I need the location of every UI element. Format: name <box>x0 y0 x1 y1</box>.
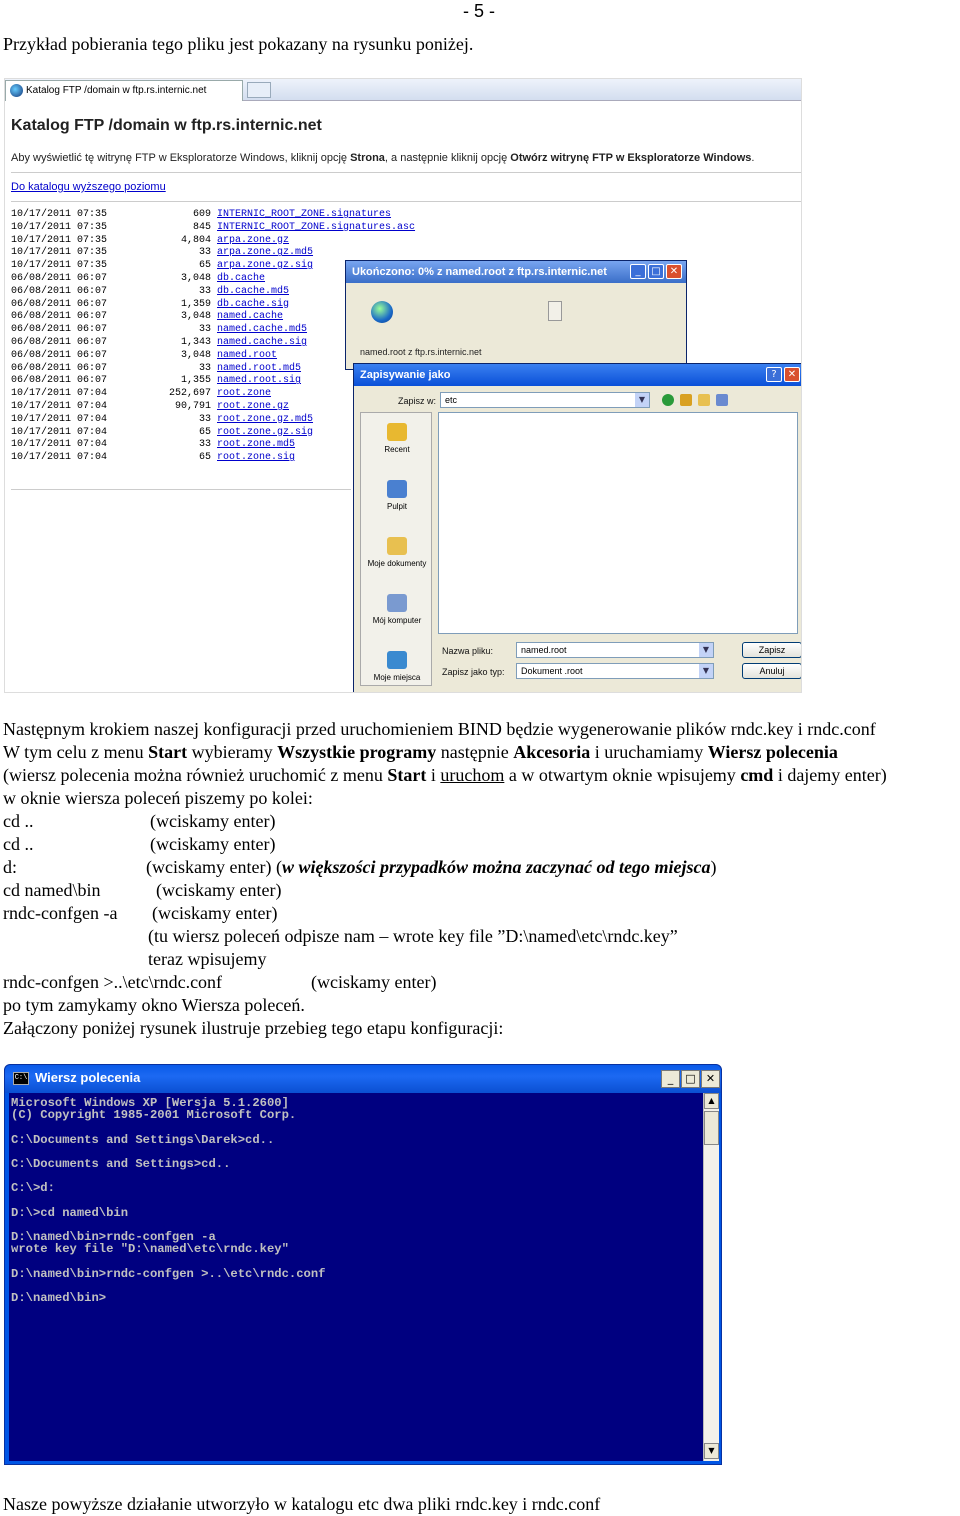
command-rndc-a: rndc-confgen -a <box>3 903 118 923</box>
console-line <box>11 1255 326 1267</box>
file-link[interactable]: named.root.md5 <box>217 362 302 374</box>
minimize-button[interactable]: _ <box>630 264 646 279</box>
console-line: D:\>cd named\bin <box>11 1205 129 1220</box>
file-size: 33 <box>198 362 211 374</box>
filename-value: named.root <box>521 645 567 655</box>
file-date: 06/08/2011 06:07 <box>11 285 108 297</box>
file-size: 252,697 <box>168 388 211 400</box>
text: i <box>426 765 441 785</box>
place-label: Moje miejsca <box>373 673 421 682</box>
parent-directory-link[interactable]: Do katalogu wyższego poziomu <box>11 181 166 193</box>
file-link[interactable]: named.root <box>217 349 278 361</box>
file-size: 33 <box>198 413 211 425</box>
file-date: 06/08/2011 06:07 <box>11 298 108 310</box>
filetype-label: Zapisz jako typ: <box>442 667 505 677</box>
place-item[interactable] <box>361 592 433 648</box>
file-link[interactable]: INTERNIC_ROOT_ZONE.signatures <box>217 209 392 220</box>
text: i dajemy enter) <box>773 765 887 785</box>
file-date: 10/17/2011 07:35 <box>11 221 108 233</box>
console-output[interactable] <box>9 1093 703 1461</box>
place-label: Moje dokumenty <box>367 559 427 568</box>
file-size: 845 <box>192 221 211 233</box>
console-lines <box>11 1097 326 1304</box>
command-prompt-window <box>4 1064 722 1465</box>
file-link[interactable]: db.cache.sig <box>217 298 290 310</box>
chevron-down-icon: ▼ <box>699 664 713 678</box>
chevron-down-icon: ▼ <box>635 393 649 407</box>
new-tab-button[interactable] <box>247 82 271 98</box>
filename-input[interactable] <box>516 642 714 658</box>
file-size: 33 <box>198 439 211 451</box>
globe-icon <box>371 301 393 323</box>
console-line: D:\named\bin> <box>11 1291 107 1305</box>
para-line-2 <box>3 741 838 763</box>
filetype-value: Dokument .root <box>521 666 583 676</box>
text: a w otwartym oknie wpisujemy <box>504 765 741 785</box>
file-date: 06/08/2011 06:07 <box>11 349 108 361</box>
my-documents-icon <box>387 537 407 555</box>
hint-text-end: . <box>751 152 755 164</box>
file-link[interactable]: arpa.zone.gz.sig <box>217 260 314 272</box>
file-size: 65 <box>198 452 211 464</box>
console-line: Microsoft Windows XP [Wersja 5.1.2600] <box>11 1096 289 1110</box>
file-link[interactable]: root.zone.md5 <box>217 439 296 451</box>
para-close: po tym zamykamy okno Wiersza poleceń. <box>3 995 305 1015</box>
file-size: 1,355 <box>180 375 211 387</box>
vertical-scrollbar[interactable] <box>703 1093 719 1461</box>
scroll-up-icon[interactable]: ▲ <box>704 1093 719 1109</box>
place-label: Recent <box>384 445 410 454</box>
divider <box>11 489 351 490</box>
file-size: 33 <box>198 247 211 259</box>
file-link[interactable]: named.cache.md5 <box>217 324 308 336</box>
file-date: 10/17/2011 07:35 <box>11 247 108 259</box>
folder-icon <box>548 301 562 321</box>
ftp-heading: Katalog FTP /domain w ftp.rs.internic.net <box>11 117 322 134</box>
file-link[interactable]: root.zone.gz.md5 <box>217 413 314 425</box>
file-date: 06/08/2011 06:07 <box>11 375 108 387</box>
file-size: 65 <box>198 426 211 438</box>
save-dialog-title: Zapisywanie jako <box>354 364 802 386</box>
file-date: 06/08/2011 06:07 <box>11 272 108 284</box>
bold-cmd: cmd <box>740 765 774 785</box>
file-size: 90,791 <box>174 400 211 412</box>
file-link[interactable]: db.cache <box>217 272 266 284</box>
text: i uruchamiamy <box>590 742 708 762</box>
progress-file-label: named.root z ftp.rs.internic.net <box>360 347 482 357</box>
console-line <box>11 1170 326 1182</box>
bold-start: Start <box>387 765 427 785</box>
note-enter: (wciskamy enter) <box>152 903 278 923</box>
note-enter: (wciskamy enter) <box>150 811 276 831</box>
place-label: Pulpit <box>386 502 407 511</box>
file-date: 10/17/2011 07:35 <box>11 209 108 220</box>
bold-start: Start <box>148 742 188 762</box>
chevron-down-icon: ▼ <box>699 643 713 657</box>
progress-title: Ukończono: 0% z named.root z ftp.rs.internic.net <box>346 261 686 283</box>
close-button[interactable]: ✕ <box>701 1070 720 1088</box>
console-line: D:\named\bin>rndc-confgen >..\etc\rndc.conf <box>11 1266 326 1281</box>
file-link[interactable]: root.zone.sig <box>217 452 296 464</box>
filename-label: Nazwa pliku: <box>442 646 494 656</box>
text: wybieramy <box>187 742 278 762</box>
network-places-icon <box>387 651 407 669</box>
console-line <box>11 1121 326 1133</box>
desktop-icon <box>387 480 407 498</box>
file-link[interactable]: named.cache.sig <box>217 336 308 348</box>
hint-text: Aby wyświetlić tę witrynę FTP w Eksploratorze Windows, kliknij opcję <box>11 152 351 164</box>
place-label: Mój komputer <box>372 616 422 625</box>
note-enter: (wciskamy enter) <box>311 972 437 992</box>
save-as-dialog <box>353 363 802 693</box>
file-date: 10/17/2011 07:35 <box>11 260 108 272</box>
file-size: 4,804 <box>180 234 211 246</box>
file-size: 3,048 <box>180 311 211 323</box>
file-link[interactable]: named.cache <box>217 311 284 323</box>
file-size: 1,359 <box>180 298 211 310</box>
scroll-thumb[interactable] <box>704 1111 719 1145</box>
file-date: 10/17/2011 07:04 <box>11 400 108 412</box>
command-d: d: <box>3 857 18 877</box>
up-folder-icon[interactable] <box>680 394 692 406</box>
browser-tab-label: Katalog FTP /domain w ftp.rs.internic.net <box>26 85 207 96</box>
cmd-title: Wiersz polecenia <box>35 1070 141 1085</box>
para-figure: Załączony poniżej rysunek ilustruje przebieg tego etapu konfiguracji: <box>3 1018 504 1038</box>
my-computer-icon <box>387 594 407 612</box>
text: następnie <box>436 742 514 762</box>
console-line: (C) Copyright 1985-2001 Microsoft Corp. <box>11 1108 297 1123</box>
view-menu-icon[interactable] <box>716 394 728 406</box>
save-in-combo[interactable] <box>440 392 650 408</box>
file-size: 33 <box>198 285 211 297</box>
divider <box>11 172 801 173</box>
hint-bold-page: Strona <box>350 152 385 164</box>
place-item[interactable] <box>361 478 433 534</box>
file-link[interactable]: INTERNIC_ROOT_ZONE.signatures.asc <box>217 221 416 233</box>
command-cd2: cd .. <box>3 834 34 854</box>
maximize-button[interactable]: □ <box>648 264 664 279</box>
file-size: 1,343 <box>180 336 211 348</box>
note-enter: (wciskamy enter) <box>150 834 276 854</box>
text: W tym celu z menu <box>3 742 149 762</box>
close-button[interactable]: ✕ <box>784 367 800 382</box>
console-line: wrote key file "D:\named\etc\rndc.key" <box>11 1242 289 1257</box>
download-progress-dialog <box>345 260 687 370</box>
file-link[interactable]: arpa.zone.gz.md5 <box>217 247 314 259</box>
file-size: 3,048 <box>180 349 211 361</box>
file-date: 10/17/2011 07:04 <box>11 388 108 400</box>
para-line-3 <box>3 764 887 786</box>
note-enter-start-here <box>146 856 716 878</box>
save-in-label: Zapisz w: <box>398 396 437 406</box>
underlined-run: uruchom <box>440 765 505 785</box>
scroll-down-icon[interactable]: ▼ <box>704 1443 719 1459</box>
cmd-title-bar[interactable] <box>5 1065 721 1093</box>
text: (wciskamy enter) ( <box>146 857 282 877</box>
file-link[interactable]: root.zone.gz.sig <box>217 426 314 438</box>
note-now-type: teraz wpisujemy <box>148 949 267 969</box>
text: ) <box>710 857 717 877</box>
place-item[interactable] <box>361 649 433 693</box>
bold-accessories: Akcesoria <box>513 742 591 762</box>
console-line: C:\>d: <box>11 1181 55 1196</box>
footer-text: Nasze powyższe działanie utworzyło w katalogu etc dwa pliki rndc.key i rndc.conf <box>3 1494 601 1514</box>
italic-note: w większości przypadków można zaczynać od tego miejsca <box>281 857 711 877</box>
para-line-4: w oknie wiersza poleceń piszemy po kolei: <box>3 788 313 808</box>
bold-command-prompt: Wiersz polecenia <box>707 742 838 762</box>
file-date: 06/08/2011 06:07 <box>11 362 108 374</box>
console-line: C:\Documents and Settings>cd.. <box>11 1156 231 1171</box>
place-item[interactable] <box>361 535 433 591</box>
command-cd-named: cd named\bin <box>3 880 101 900</box>
console-line <box>11 1195 326 1207</box>
browser-tab[interactable] <box>5 80 243 101</box>
save-in-value: etc <box>445 395 458 405</box>
hint-bold-open: Otwórz witrynę FTP w Eksploratorze Windows <box>510 152 752 164</box>
file-date: 10/17/2011 07:04 <box>11 413 108 425</box>
file-link[interactable]: root.zone.gz <box>217 400 290 412</box>
ftp-screenshot <box>4 78 802 693</box>
file-size: 3,048 <box>180 272 211 284</box>
file-date: 10/17/2011 07:04 <box>11 426 108 438</box>
console-line: C:\Documents and Settings\Darek>cd.. <box>11 1132 275 1147</box>
text: (wiersz polecenia można również uruchomić z menu <box>3 765 388 785</box>
para-line-1: Następnym krokiem naszej konfiguracji przed uruchomieniem BIND będzie wygenerowanie plików rndc.key i rndc.conf <box>3 719 876 739</box>
file-size: 609 <box>192 209 211 220</box>
file-link[interactable]: root.zone <box>217 388 272 400</box>
file-size: 33 <box>198 324 211 336</box>
new-folder-icon[interactable] <box>698 394 710 406</box>
bold-all-programs: Wszystkie programy <box>277 742 437 762</box>
save-button[interactable]: Zapisz <box>742 642 802 658</box>
divider <box>11 201 801 202</box>
command-cd1: cd .. <box>3 811 34 831</box>
note-output: (tu wiersz poleceń odpisze nam – wrote key file ”D:\named\etc\rndc.key” <box>148 926 678 946</box>
ftp-hint <box>11 152 754 164</box>
file-date: 10/17/2011 07:35 <box>11 234 108 246</box>
file-date: 06/08/2011 06:07 <box>11 336 108 348</box>
places-bar <box>360 412 432 686</box>
file-link[interactable]: arpa.zone.gz <box>217 234 290 246</box>
file-date: 10/17/2011 07:04 <box>11 452 108 464</box>
file-date: 10/17/2011 07:04 <box>11 439 108 451</box>
ie-globe-icon <box>10 84 23 97</box>
filetype-select[interactable] <box>516 663 714 679</box>
minimize-button[interactable]: _ <box>661 1070 680 1088</box>
command-rndc-conf: rndc-confgen >..\etc\rndc.conf <box>3 972 223 992</box>
recent-icon <box>387 423 407 441</box>
file-link[interactable]: db.cache.md5 <box>217 285 290 297</box>
close-button[interactable]: ✕ <box>666 264 682 279</box>
file-size: 65 <box>198 260 211 272</box>
cancel-button[interactable]: Anuluj <box>742 663 802 679</box>
note-enter: (wciskamy enter) <box>156 880 282 900</box>
file-list-area[interactable] <box>438 412 798 634</box>
console-line: D:\named\bin>rndc-confgen -a <box>11 1230 216 1245</box>
help-button[interactable]: ? <box>766 367 782 382</box>
place-item[interactable] <box>361 421 433 477</box>
file-date: 06/08/2011 06:07 <box>11 311 108 323</box>
hint-text-mid: , a następnie kliknij opcję <box>384 152 511 164</box>
file-date: 06/08/2011 06:07 <box>11 324 108 336</box>
back-icon[interactable] <box>662 394 674 406</box>
intro-text: Przykład pobierania tego pliku jest pokazany na rysunku poniżej. <box>3 34 474 54</box>
console-icon: C:\ <box>13 1072 29 1085</box>
maximize-button[interactable]: □ <box>681 1070 700 1088</box>
browser-tab-bar <box>5 79 802 101</box>
file-link[interactable]: named.root.sig <box>217 375 302 387</box>
page-number: - 5 - <box>463 1 496 21</box>
